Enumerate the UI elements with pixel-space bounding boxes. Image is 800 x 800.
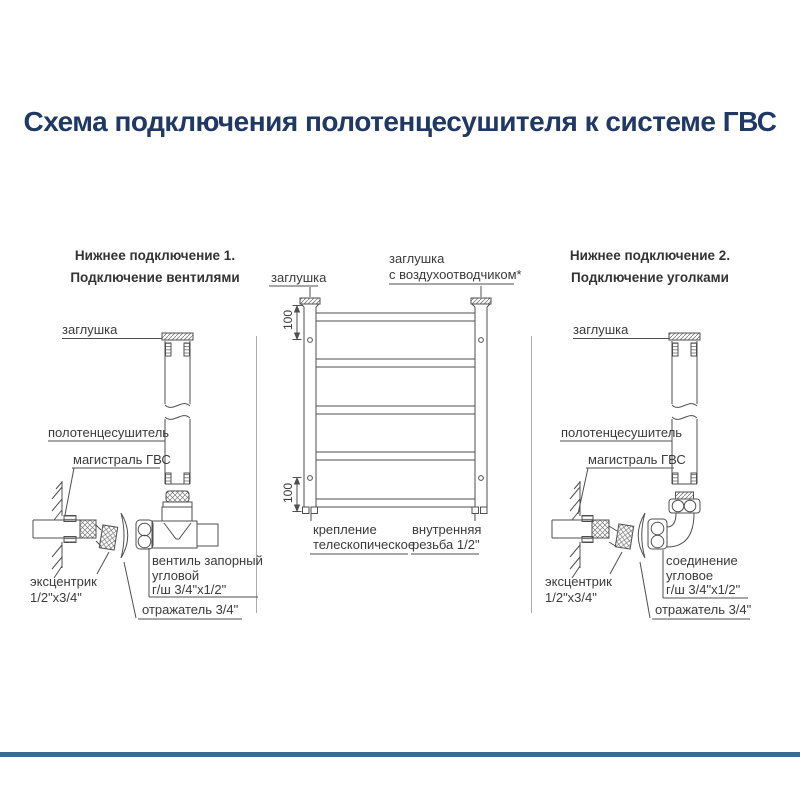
- right-heading-line1: Нижнее подключение 2.: [569, 248, 731, 263]
- left-label-towel-rail: полотенцесушитель: [48, 425, 170, 440]
- left-label-valve-3: г/ш 3/4"х1/2": [152, 582, 227, 597]
- center-label-plug-left: заглушка: [271, 270, 327, 285]
- left-label-eccentric-2: 1/2"х3/4": [30, 590, 82, 605]
- center-label-mount-2: телескопическое: [313, 537, 416, 552]
- left-label-eccentric-1: эксцентрик: [30, 574, 97, 589]
- left-label-valve-2: угловой: [152, 568, 200, 583]
- right-label-eccentric-1: эксцентрик: [545, 574, 612, 589]
- left-label-hws-main: магистраль ГВС: [73, 452, 171, 467]
- center-label-thread-2: резьба 1/2": [412, 537, 480, 552]
- right-label-elbow-1: соединение: [666, 553, 738, 568]
- right-label-plug: заглушка: [573, 322, 629, 337]
- left-heading-line2: Подключение вентилями: [70, 270, 240, 285]
- left-label-valve-1: вентиль запорный: [152, 553, 263, 568]
- center-dimension-top: 100: [281, 309, 295, 331]
- right-label-hws-main: магистраль ГВС: [588, 452, 686, 467]
- left-label-reflector: отражатель 3/4": [142, 602, 239, 617]
- panel-divider-lines: [257, 336, 532, 613]
- center-label-mount-1: крепление: [313, 522, 377, 537]
- right-label-elbow-2: угловое: [666, 568, 714, 583]
- right-label-towel-rail: полотенцесушитель: [561, 425, 683, 440]
- center-dimension-bottom: 100: [281, 482, 295, 504]
- right-heading-line2: Подключение уголками: [571, 270, 729, 285]
- center-label-plug-air-2: с воздухоотводчиком*: [389, 267, 522, 282]
- footer-accent-line: [0, 752, 800, 757]
- page-title: Схема подключения полотенцесушителя к системе ГВС: [23, 106, 777, 137]
- right-label-eccentric-2: 1/2"х3/4": [545, 590, 597, 605]
- right-label-elbow-3: г/ш 3/4"x1/2": [666, 582, 741, 597]
- center-towel-rail-drawing: [269, 284, 514, 554]
- center-label-thread-1: внутренняя: [412, 522, 482, 537]
- right-label-reflector: отражатель 3/4": [655, 602, 752, 617]
- left-heading-line1: Нижнее подключение 1.: [74, 248, 236, 263]
- left-label-plug: заглушка: [62, 322, 118, 337]
- center-label-plug-air-1: заглушка: [389, 251, 445, 266]
